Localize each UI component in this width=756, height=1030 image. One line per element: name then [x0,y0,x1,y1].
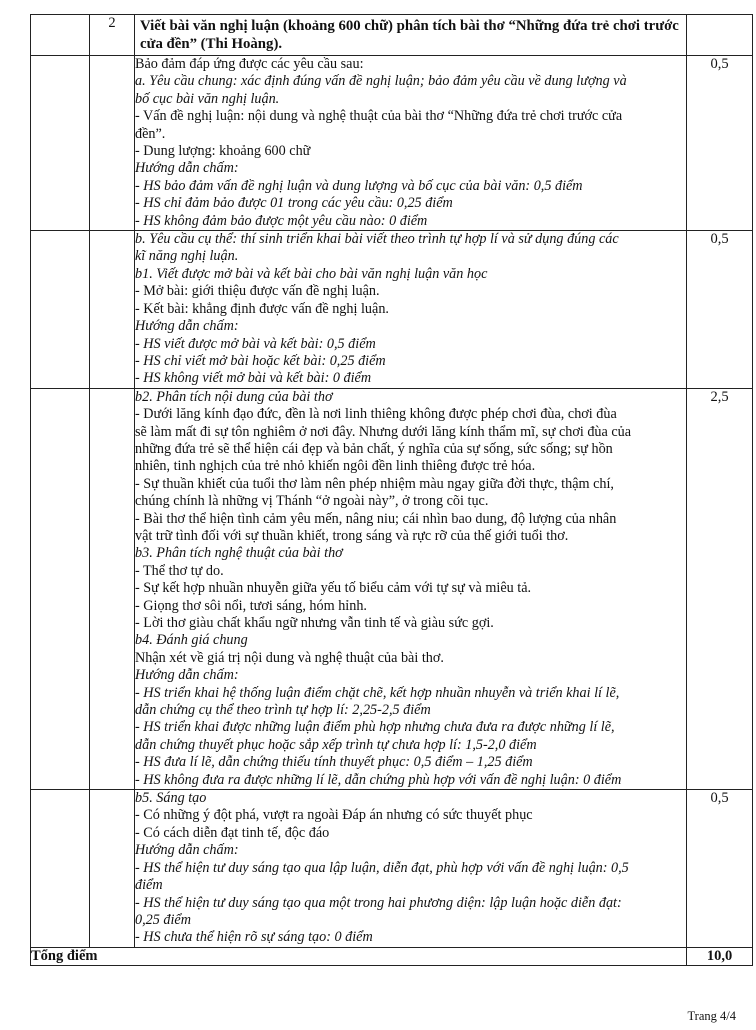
text-line: vật trữ tình đối với sự thuần khiết, trong sáng và rực rỡ của thế giới tuổi thơ. [135,527,569,544]
empty-cell [90,231,135,389]
section-row [31,231,753,389]
text-line: - HS không đưa ra được những lí lẽ, dẫn chứng phù hợp với vấn đề nghị luận: 0 điểm [135,771,622,788]
section-row [31,388,753,789]
text-line: - HS đưa lí lẽ, dẫn chứng thiếu tính thuyết phục: 0,5 điểm – 1,25 điểm [135,754,533,771]
text-line: b4. Đánh giá chung [135,632,248,649]
text-line: - HS chỉ đảm bảo được 01 trong các yêu cầu: 0,25 điểm [135,195,453,212]
text-line: những đứa trẻ sẽ thể hiện cái đẹp và bản chất, ý nghĩa của sự sống, sức sống; sự hồn [135,440,613,457]
text-line: Nhận xét về giá trị nội dung và nghệ thuật của bài thơ. [135,649,444,666]
text-line: - HS viết được mở bài và kết bài: 0,5 điểm [135,335,376,352]
text-line: - HS chỉ viết mở bài hoặc kết bài: 0,25 điểm [135,352,386,369]
text-line: b1. Viết được mở bài và kết bài cho bài văn nghị luận văn học [135,265,488,282]
text-line: bố cục bài văn nghị luận. [135,90,280,107]
empty-cell [31,15,90,56]
text-line: - Mở bài: giới thiệu được vấn đề nghị luận. [135,283,380,300]
empty-cell [31,388,90,789]
text-line: đền”. [135,125,166,142]
total-row [31,947,753,965]
text-line: - HS triển khai được những luận điểm phù hợp nhưng chưa đưa ra được những lí lẽ, [135,719,615,736]
text-line: - HS không đảm bảo được một yêu cầu nào: 0 điểm [135,212,428,229]
text-line: - Bài thơ thể hiện tình cảm yêu mến, nâng niu; cái nhìn bao dung, độ lượng của nhân [135,510,617,527]
text-line: Hướng dẫn chấm: [135,318,239,335]
text-line: b2. Phân tích nội dung của bài thơ [135,388,333,405]
section-content [135,231,687,389]
section-score: 0,5 [687,231,753,389]
text-line: Hướng dẫn chấm: [135,667,239,684]
text-line: - HS bảo đảm vấn đề nghị luận và dung lượng và bố cục của bài văn: 0,5 điểm [135,177,583,194]
row-number: 2 [90,15,135,56]
question-cell [135,15,687,56]
empty-cell [31,790,90,948]
text-line: - Thể thơ tự do. [135,562,224,579]
section-score: 2,5 [687,388,753,789]
text-line: - Dưới lăng kính đạo đức, đền là nơi linh thiêng không được phép chơi đùa, chơi đùa [135,406,617,423]
empty-cell [90,790,135,948]
section-content [135,388,687,789]
section-score: 0,5 [687,56,753,231]
text-line: Bảo đảm đáp ứng được các yêu cầu sau: [135,56,364,72]
text-line: kĩ năng nghị luận. [135,248,239,265]
text-line: - Lời thơ giàu chất khẩu ngữ nhưng vẫn tinh tế và giàu sức gợi. [135,615,494,631]
empty-cell [90,56,135,231]
text-line: - HS triển khai hệ thống luận điểm chặt chẽ, kết hợp nhuần nhuyễn và triển khai lí lẽ, [135,684,620,701]
text-line: sẽ làm mất đi sự tôn nghiêm ở nơi đây. Nhưng dưới lăng kính thẩm mĩ, sự chơi đùa của [135,423,632,440]
text-line: - Có những ý đột phá, vượt ra ngoài Đáp án nhưng có sức thuyết phục [135,807,533,824]
text-line: Hướng dẫn chấm: [135,160,239,177]
total-label: Tổng điểm [31,947,687,965]
section-row [31,56,753,231]
text-line: - Dung lượng: khoảng 600 chữ [135,143,311,160]
text-line: - HS thể hiện tư duy sáng tạo qua lập luận, diễn đạt, phù hợp với vấn đề nghị luận: 0,5 [135,859,629,876]
text-line: - Giọng thơ sôi nổi, tươi sáng, hóm hỉnh. [135,597,367,614]
title-row [31,15,753,56]
section-content [135,56,687,231]
total-score: 10,0 [687,947,753,965]
empty-score-cell [687,15,753,56]
text-line: chúng chính là những vị Thánh “ở ngoài này”, ở trong cõi tục. [135,493,489,510]
text-line: a. Yêu cầu chung: xác định đúng vấn đề nghị luận; bảo đảm yêu cầu về dung lượng và [135,73,627,90]
text-line: - Sự kết hợp nhuần nhuyễn giữa yếu tố biểu cảm với tự sự và miêu tả. [135,580,532,597]
text-line: - HS không viết mở bài và kết bài: 0 điểm [135,370,372,387]
text-line: b. Yêu cầu cụ thể: thí sinh triển khai bài viết theo trình tự hợp lí và sử dụng đúng các [135,231,619,248]
page-number: Trang 4/4 [687,1009,736,1023]
grading-table [30,14,753,966]
text-line: - HS chưa thể hiện rõ sự sáng tạo: 0 điểm [135,929,373,946]
question-title: Viết bài văn nghị luận (khoảng 600 chữ) phân tích bài thơ “Những đứa trẻ chơi trước cửa đền” (Thi Hoàng). [140,18,679,52]
text-line: dẫn chứng cụ thể theo trình tự hợp lí: 2,25-2,5 điểm [135,702,431,719]
text-line: - HS thể hiện tư duy sáng tạo qua một trong hai phương diện: lập luận hoặc diễn đạt: [135,894,622,911]
empty-cell [31,231,90,389]
text-line: b5. Sáng tạo [135,790,207,807]
text-line: - Có cách diễn đạt tinh tế, độc đáo [135,824,330,841]
text-line: nhiên, tinh nghịch của trẻ nhỏ khiến ngôi đền linh thiêng được trẻ hóa. [135,458,536,475]
text-line: Hướng dẫn chấm: [135,842,239,859]
text-line: điểm [135,877,163,894]
text-line: dẫn chứng thuyết phục hoặc sắp xếp trình tự chưa hợp lí: 1,5-2,0 điểm [135,736,537,753]
section-content [135,790,687,948]
text-line: b3. Phân tích nghệ thuật của bài thơ [135,545,343,562]
section-row [31,790,753,948]
text-line: 0,25 điểm [135,911,191,928]
empty-cell [31,56,90,231]
text-line: - Kết bài: khẳng định được vấn đề nghị luận. [135,300,389,317]
text-line: - Vấn đề nghị luận: nội dung và nghệ thuật của bài thơ “Những đứa trẻ chơi trước cửa [135,108,623,125]
text-line: - Sự thuần khiết của tuổi thơ làm nên phép nhiệm màu ngay giữa đời thực, thậm chí, [135,475,614,492]
empty-cell [90,388,135,789]
section-score: 0,5 [687,790,753,948]
